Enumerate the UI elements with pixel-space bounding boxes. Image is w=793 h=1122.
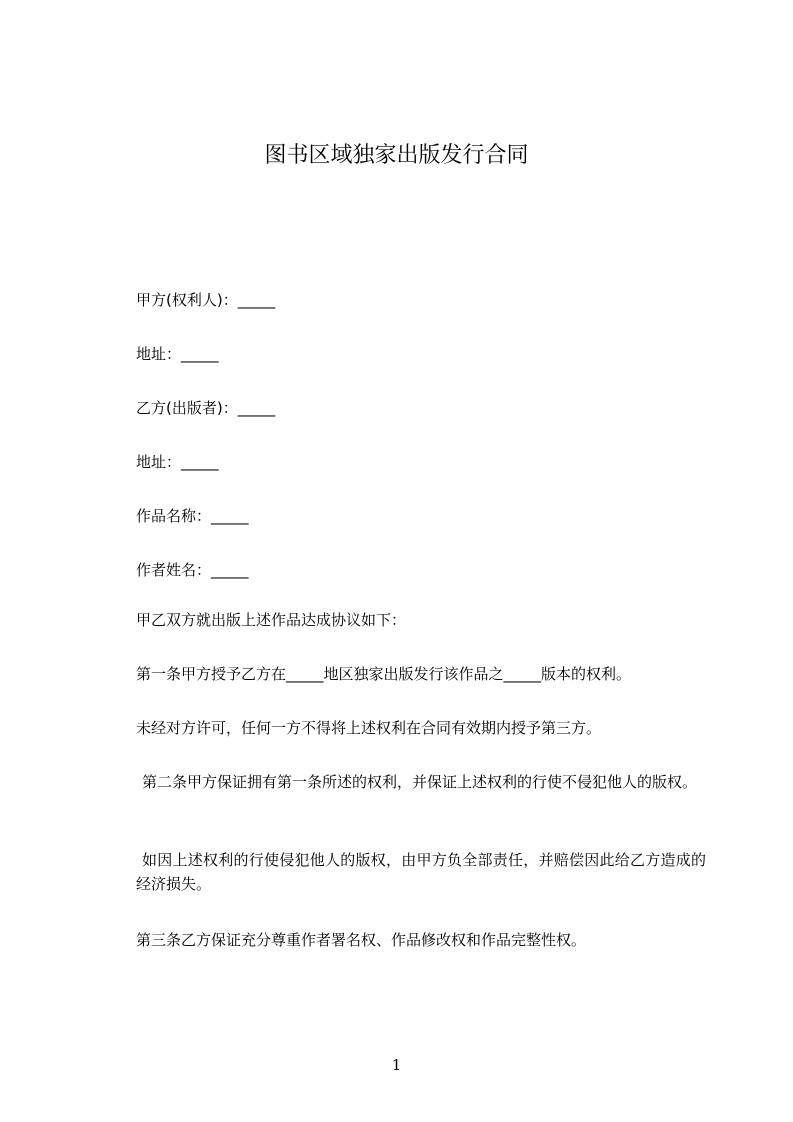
party-b-field: 乙方(出版者)：_____ xyxy=(136,399,276,417)
clause-3: 第三条乙方保证充分尊重作者署名权、作品修改权和作品完整性权。 xyxy=(136,931,587,949)
document-title: 图书区域独家出版发行合同 xyxy=(264,143,529,168)
clause-1-note: 未经对方许可，任何一方不得将上述权利在合同有效期内授予第三方。 xyxy=(136,719,602,737)
clause-1: 第一条甲方授予乙方在_____地区独家出版发行该作品之_____版本的权利。 xyxy=(136,665,632,683)
author-name-field: 作者姓名：_____ xyxy=(136,561,249,579)
party-a-address-field: 地址：_____ xyxy=(136,345,219,363)
page-number: 1 xyxy=(391,1056,402,1074)
agreement-intro: 甲乙双方就出版上述作品达成协议如下： xyxy=(136,611,407,629)
party-a-field: 甲方(权利人)：_____ xyxy=(136,291,276,309)
party-b-address-field: 地址：_____ xyxy=(136,453,219,471)
clause-2-note: 如因上述权利的行使侵犯他人的版权，由甲方负全部责任，并赔偿因此给乙方造成的经济损失。 xyxy=(136,851,706,893)
work-title-field: 作品名称：_____ xyxy=(136,507,249,525)
clause-2: 第二条甲方保证拥有第一条所述的权利，并保证上述权利的行使不侵犯他人的版权。 xyxy=(142,773,698,791)
